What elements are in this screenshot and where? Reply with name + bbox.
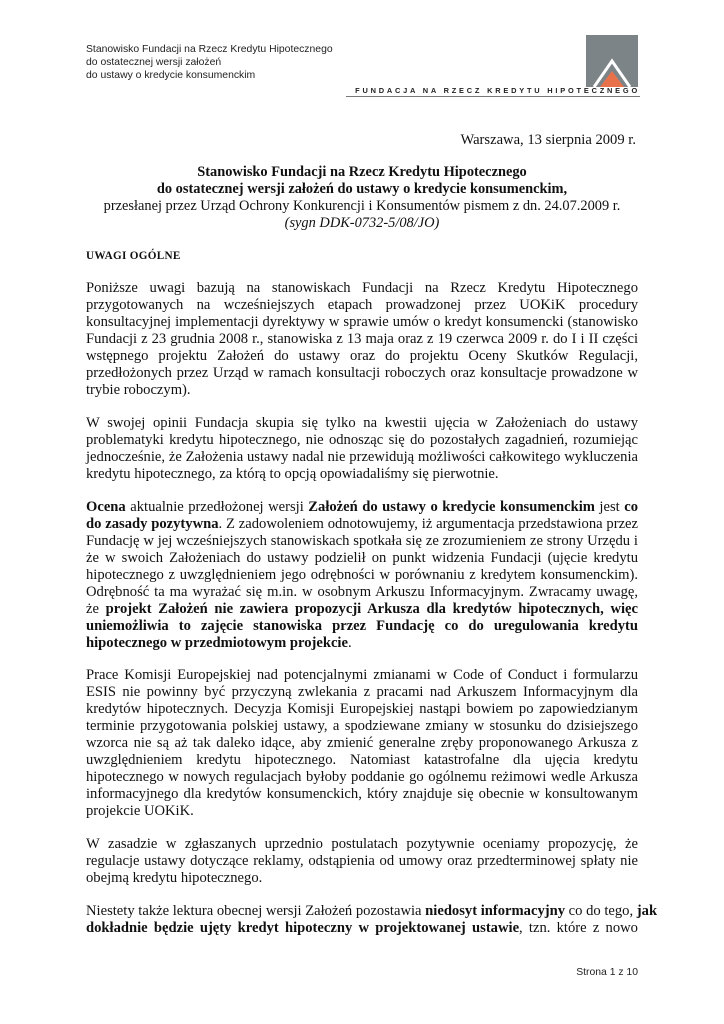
bold-term: dokładnie będzie ujęty kredyt hipoteczny w projektowanej ustawie [86,920,520,936]
text-line [86,635,638,652]
running-header-line: do ostatecznej wersji założeń [86,57,222,68]
text-line: Poniższe uwagi bazują na stanowiskach Fundacji na Rzecz Kredytu Hipotecznego [86,280,638,296]
running-header-line: Stanowisko Fundacji na Rzecz Kredytu Hipotecznego [86,44,333,55]
text-line: Fundacji z 23 grudnia 2008 r., stanowiska z 13 maja oraz z 19 czerwca 2009 r. do I i II części [86,331,638,347]
text-line [86,499,638,516]
text-line: że w swoich Założeniach do ustawy podzielił on punkt widzenia Fundacji (ujęcie kredytu [86,550,638,566]
paragraph-2 [86,415,638,483]
text-run: Niestety także lektura obecnej wersji Założeń pozostawia [86,903,426,919]
text-run: . Z zadowoleniem odnotowujemy, iż argumentacja przedstawiona przez [218,516,639,532]
text-line [86,516,638,533]
text-line: wstępnego projektu Założeń do ustawy oraz do projektu Oceny Skutków Regulacji, [86,348,638,364]
text-line: kredytu hipotecznego, za którą to opcją opowiadaliśmy się pierwotnie. [86,466,499,482]
text-line: kredytów hipotecznych. Decyzja Komisji Europejskiej nastąpi bowiem po zapowiedzianym [86,701,638,717]
text-line: regulacje ustawy dotyczące reklamy, odstąpienia od umowy oraz przedterminowej spłaty nie [86,853,638,869]
text-line: Prace Komisji Europejskiej nad potencjalnymi zmianami w Code of Conduct i formularzu [86,667,638,683]
title-line: Stanowisko Fundacji na Rzecz Kredytu Hipotecznego [197,164,527,180]
text-line: przedłożonych przez Urząd w ramach konsultacji roboczych oraz konsultacje prowadzone w [86,365,638,381]
bold-term: hipotecznego w przedmiotowym projekcie [86,635,348,651]
text-line [86,920,638,937]
title-reference: (sygn DDK-0732-5/08/JO) [284,215,440,231]
paragraph-4 [86,667,638,820]
bold-term: projekt Założeń nie zawiera propozycji Arkusza dla kredytów hipotecznych, więc [105,601,638,617]
text-line [86,903,658,920]
bold-term: Założeń do ustawy o kredycie konsumenckim [308,499,595,515]
foundation-logo-icon [586,35,638,87]
paragraph-3 [86,499,638,652]
text-line: wzorca nie są aż tak daleko idące, aby zmienić generalne zręby proponowanego Arkusza z [86,735,638,751]
text-line: jednocześnie, że Założenia ustawy nadal nie przewidują możliwości całkowitego wykluczenia [86,449,638,465]
bold-term: Ocena [86,499,126,515]
title-line: do ostatecznej wersji założeń do ustawy o kredycie konsumenckim, [156,181,568,197]
text-run: że [86,601,106,617]
text-line: W zasadzie w zgłaszanych uprzednio postulatach pozytywnie oceniamy propozycję, że [86,836,638,852]
text-line: hipotecznego w nowych regulacjach byłoby poddanie go ogólnemu reżimowi wedle Arkusza [86,769,638,785]
text-line: obejmą kredytu hipotecznego. [86,870,263,886]
text-line: projekcie UOKiK. [86,803,194,819]
paragraph-1 [86,280,638,399]
text-line: hipotecznego z uwzględnieniem jego odrębności w porównaniu z kredytem konsumenckim). [86,567,638,583]
section-heading: UWAGI OGÓLNE [86,250,181,262]
logo-divider [346,96,640,97]
running-header-line: do ustawy o kredycie konsumenckim [86,70,256,81]
logo-caption: FUNDACJA NA RZECZ KREDYTU HIPOTECZNEGO [355,86,640,95]
text-run: , tzn. które z nowo [519,920,638,936]
text-run: co do tego, [565,903,637,919]
bold-term: jak [636,903,658,919]
page-number: Strona 1 z 10 [576,967,638,978]
text-line: konsultacyjnej implementacji dyrektywy w sprawie umów o kredyt konsumencki (stanowisko [86,314,638,330]
bold-term: do zasady pozytywna [86,516,219,532]
running-header [86,43,333,82]
text-line: przygotowanych na wcześniejszych etapach prowadzonej przez UOKiK procedury [86,297,638,313]
text-line: W swojej opinii Fundacja skupia się tylko na kwestii ujęcia w Założeniach do ustawy [86,415,638,431]
title-line: przesłanej przez Urząd Ochrony Konkurencji i Konsumentów pismem z dn. 24.07.2009 r. [103,198,621,214]
text-line: ESIS nie powinny być przyczyną zwlekania z pracami nad Arkuszem Informacyjnym dla [86,684,638,700]
text-run: jest [594,499,625,515]
text-line: uniemożliwia to zajęcie stanowiska przez Fundację co do uregulowania kredytu [86,618,638,634]
text-line: Fundację w jej wcześniejszych stanowiskach spotkała się ze zrozumieniem ze strony Urzędu i [86,533,638,549]
text-run: aktualnie przedłożonej wersji [125,499,309,515]
paragraph-6 [86,903,658,937]
text-line: trybie roboczym). [86,382,191,398]
text-line: problematyki kredytu hipotecznego, nie odnosząc się do pozostałych zagadnień, rozumiejąc [86,432,638,448]
document-date: Warszawa, 13 sierpnia 2009 r. [460,132,636,148]
bold-term: niedosyt informacyjny [425,903,566,919]
bold-term: co [624,499,638,515]
text-line [86,601,638,618]
text-line: terminie przygotowania polskiej ustawy, a spodziewane zmiany w stosunku do dzisiejszego [86,718,638,734]
text-line: Odrębność ta ma wyrażać się m.in. w osobnym Arkuszu Informacyjnym. Zwracamy uwagę, [86,584,638,600]
text-run: . [347,635,352,651]
text-line: informacyjnego dla kredytów konsumenckich, który znajduje się obecnie w konsultowanym [86,786,638,802]
document-title [86,164,638,232]
text-line: uwzględnieniem kredytu hipotecznego. Natomiast katastrofalne dla ujęcia kredytu [86,752,638,768]
paragraph-5 [86,836,638,887]
